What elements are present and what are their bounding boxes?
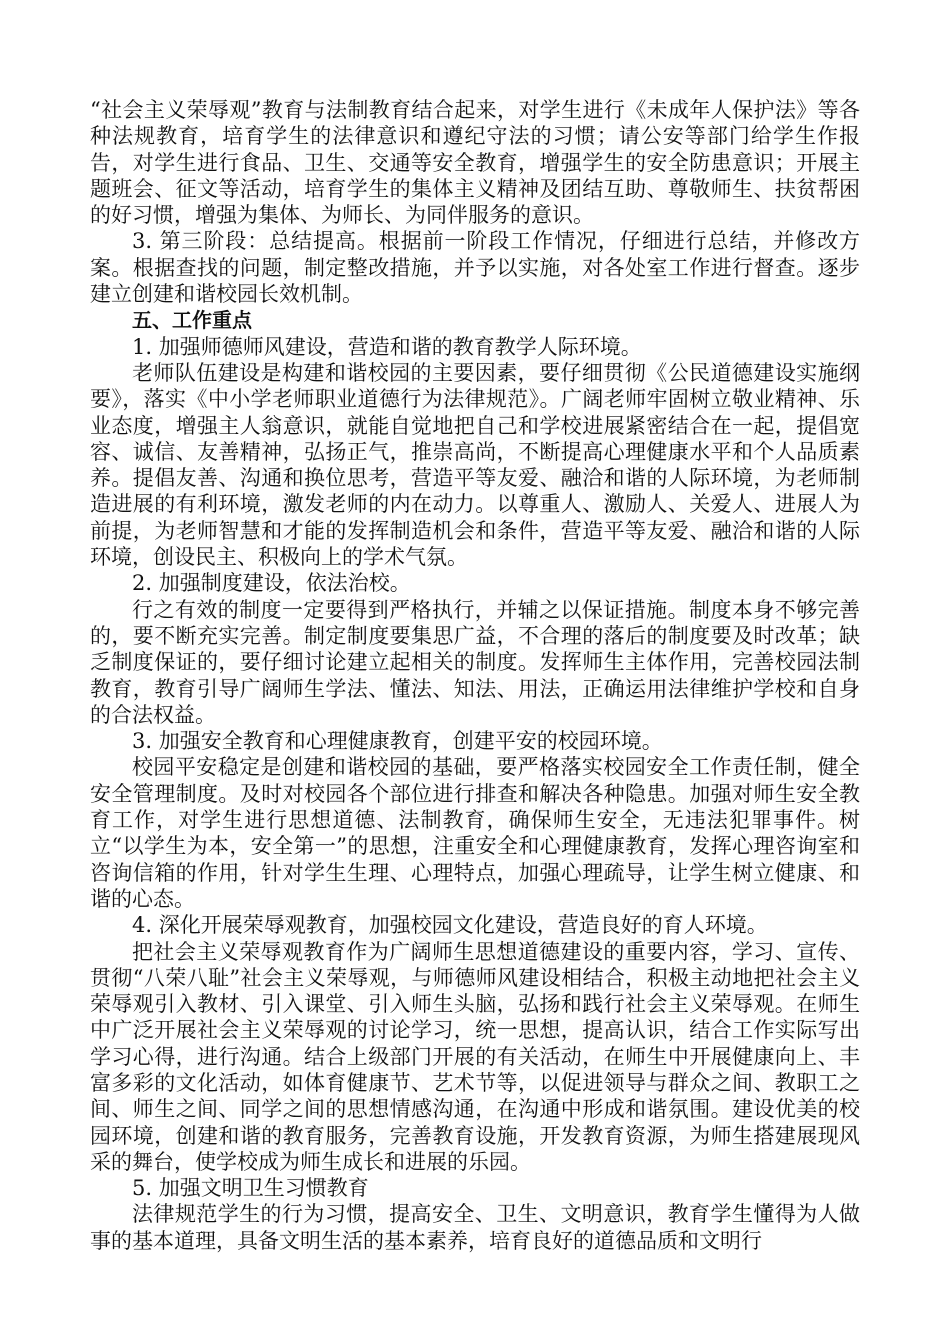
body-paragraph-7: 法律规范学生的行为习惯，提高安全、卫生、文明意识，教育学生懂得为人做事的基本道理，具备文明生活的基本素养，培育良好的道德品质和文明行: [90, 1202, 860, 1253]
body-paragraph-2: 3. 第三阶段：总结提高。根据前一阶段工作情况，仔细进行总结，并修改方案。根据查找的问题，制定整改措施，并予以实施，对各处室工作进行督查。逐步建立创建和谐校园长效机制。: [90, 229, 860, 307]
body-paragraph-5: 校园平安稳定是创建和谐校园的基础，要严格落实校园安全工作责任制，健全安全管理制度。及时对校园各个部位进行排查和解决各种隐患。加强对师生安全教育工作，对学生进行思想道德、法制教育，确保师生安全，无违法犯罪事件。树立“以学生为本，安全第一”的思想，注重安全和心理健康教育，发挥心理咨询室和咨询信箱的作用，针对学生生理、心理特点，加强心理疏导，让学生树立健康、和谐的心态。: [90, 755, 860, 911]
item-heading-1: 1. 加强师德师风建设，营造和谐的教育教学人际环境。: [132, 334, 642, 359]
body-paragraph-4: 行之有效的制度一定要得到严格执行，并辅之以保证措施。制度本身不够完善的，要不断充实完善。制定制度要集思广益，不合理的落后的制度要及时改革；缺乏制度保证的，要仔细讨论建立起相关的制度。发挥师生主体作用，完善校园法制教育，教育引导广阔师生学法、懂法、知法、用法，正确运用法律维护学校和自身的合法权益。: [90, 597, 860, 727]
item-heading-4: 4. 深化开展荣辱观教育，加强校园文化建设，营造良好的育人环境。: [132, 913, 768, 938]
body-paragraph-6: 把社会主义荣辱观教育作为广阔师生思想道德建设的重要内容，学习、宣传、贯彻“八荣八耻”社会主义荣辱观，与师德师风建设相结合，积极主动地把社会主义荣辱观引入教材、引入课堂、引入师生头脑，弘扬和践行社会主义荣辱观。在师生中广泛开展社会主义荣辱观的讨论学习，统一思想，提高认识，结合工作实际写出学习心得，进行沟通。结合上级部门开展的有关活动，在师生中开展健康向上、丰富多彩的文化活动，如体育健康节、艺术节等，以促进领导与群众之间、教职工之间、师生之间、同学之间的思想情感沟通，在沟通中形成和谐氛围。建设优美的校园环境，创建和谐的教育服务，完善教育设施，开发教育资源，为师生搭建展现风采的舞台，使学校成为师生成长和进展的乐园。: [90, 939, 860, 1174]
body-paragraph-1: “社会主义荣辱观”教育与法制教育结合起来，对学生进行《未成年人保护法》等各种法规教育，培育学生的法律意识和遵纪守法的习惯；请公安等部门给学生作报告，对学生进行食品、卫生、交通等安全教育，增强学生的安全防患意识；开展主题班会、征文等活动，培育学生的集体主义精神及团结互助、尊敬师生、扶贫帮困的好习惯，增强为集体、为师长、为同伴服务的意识。: [90, 98, 860, 228]
item-heading-3: 3. 加强安全教育和心理健康教育，创建平安的校园环境。: [132, 729, 663, 754]
section-heading-work-focus: 五、工作重点: [132, 308, 252, 333]
body-paragraph-3: 老师队伍建设是构建和谐校园的主要因素，要仔细贯彻《公民道德建设实施纲要》，落实《中小学老师职业道德行为法律规范》。广阔老师牢固树立敬业精神、乐业态度，增强主人翁意识，就能自觉地把自己和学校进展紧密结合在一起，提倡宽容、诚信、友善精神，弘扬正气，推崇高尚，不断提高心理健康水平和个人品质素养。提倡友善、沟通和换位思考，营造平等友爱、融洽和谐的人际环境，为老师制造进展的有利环境，激发老师的内在动力。以尊重人、激励人、关爱人、进展人为前提，为老师智慧和才能的发挥制造机会和条件，营造平等友爱、融洽和谐的人际环境，创设民主、积极向上的学术气氛。: [90, 360, 860, 570]
item-heading-2: 2. 加强制度建设，依法治校。: [132, 571, 411, 596]
item-heading-5: 5. 加强文明卫生习惯教育: [132, 1176, 369, 1201]
